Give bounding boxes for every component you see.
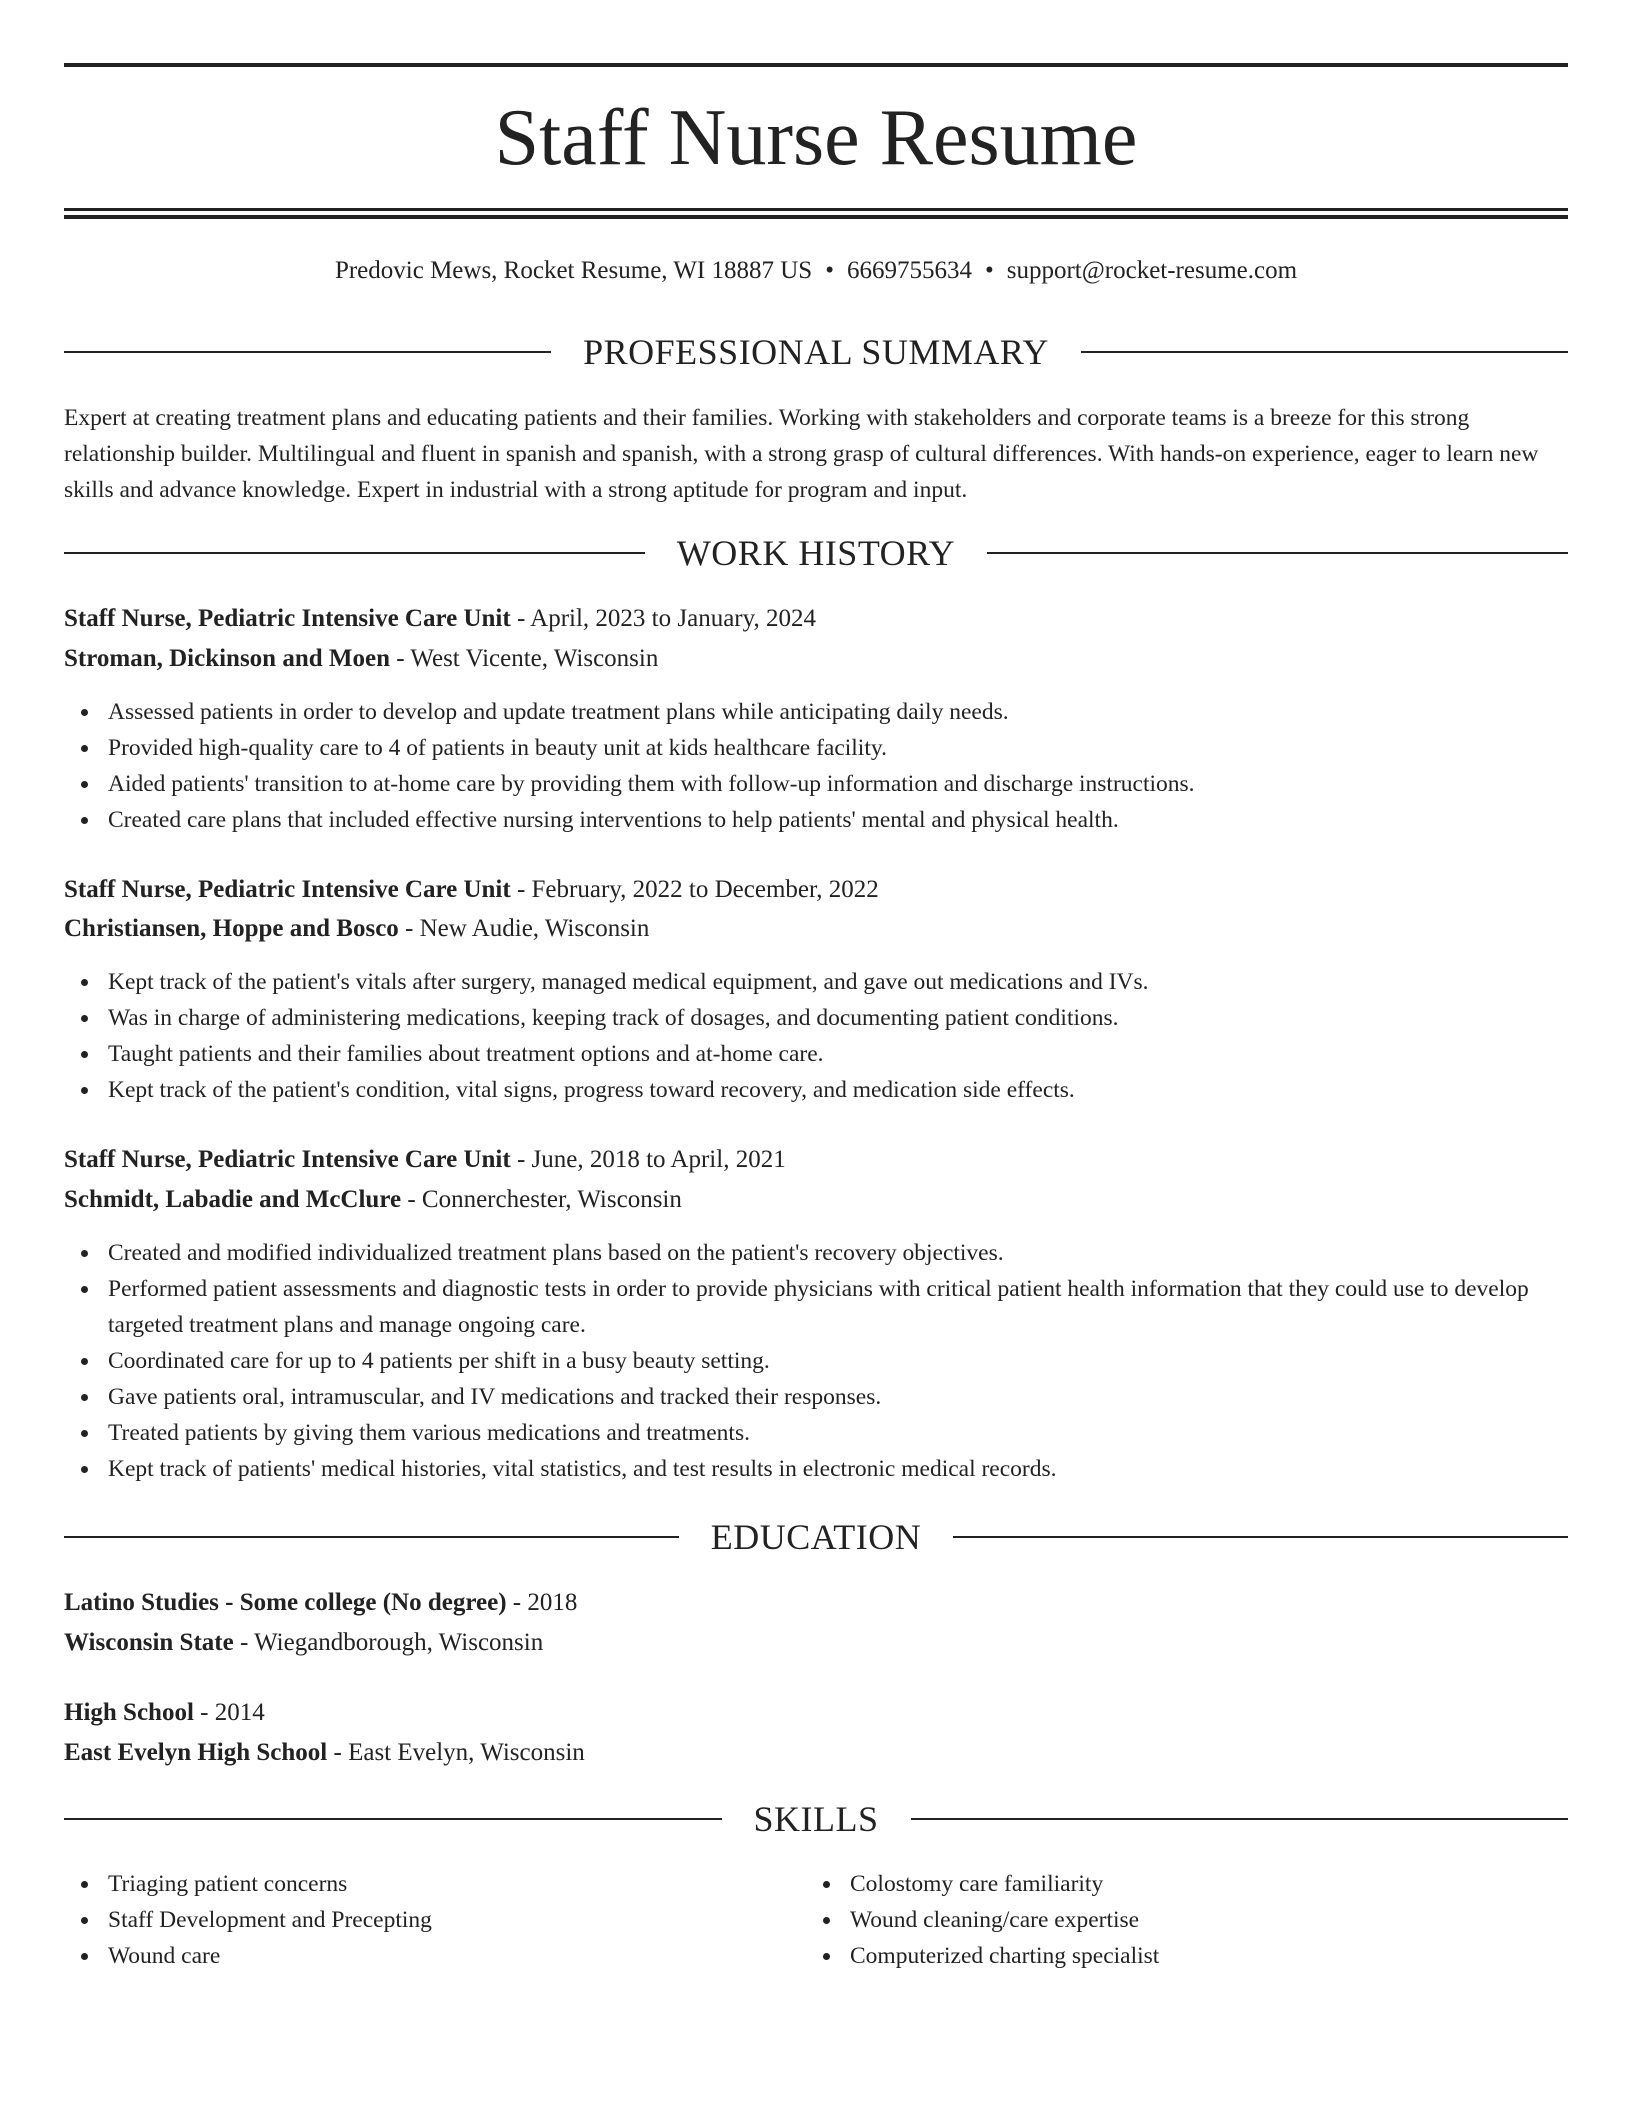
education-location: - Wiegandborough, Wisconsin: [233, 1629, 544, 1656]
education-school: East Evelyn High School: [64, 1739, 328, 1766]
education-school: Wisconsin State: [64, 1629, 234, 1656]
list-item: Aided patients' transition to at-home care by providing them with follow-up information and discharge instructions.: [64, 766, 1568, 802]
list-item: Wound cleaning/care expertise: [806, 1902, 1632, 1938]
job-company-line: [64, 911, 649, 947]
list-item: Triaging patient concerns: [64, 1866, 1568, 1902]
job-title: Staff Nurse, Pediatric Intensive Care Unit: [64, 1146, 511, 1173]
contact-phone: 6669755634: [846, 257, 972, 284]
education-degree-line: [64, 1695, 265, 1731]
resume-title: Staff Nurse Resume: [494, 94, 1138, 182]
job-location: - West Vicente, Wisconsin: [390, 645, 659, 672]
job-dates: - April, 2023 to January, 2024: [510, 605, 816, 632]
section-rule: [1081, 351, 1568, 353]
summary-text: Expert at creating treatment plans and educating patients and their families. Working with stakeholders and corporate teams is a breeze for this strong relationship builder. Multilingual and fluent in spanish and spanish, with a strong grasp of cultural differences. With hands-on experience, eager to learn new skills and advance knowledge. Expert in industrial with a strong aptitude for program and input.: [64, 405, 1539, 503]
list-item: Created care plans that included effective nursing interventions to help patients' mental and physical health.: [64, 802, 1568, 838]
section-rule: [64, 1818, 722, 1820]
job-bullets: [64, 1235, 1568, 1487]
job-company: Stroman, Dickinson and Moen: [64, 645, 390, 672]
list-item: Performed patient assessments and diagnostic tests in order to provide physicians with critical patient health information that they could use to develop targeted treatment plans and manage ongoing care.: [64, 1271, 1568, 1343]
list-item: Kept track of patients' medical histories, vital statistics, and test results in electronic medical records.: [64, 1451, 1568, 1487]
section-rule: [64, 552, 645, 554]
education-location: - East Evelyn, Wisconsin: [327, 1739, 585, 1766]
title-rule-lower: [64, 215, 1568, 219]
list-item: Was in charge of administering medications, keeping track of dosages, and documenting patient conditions.: [64, 1000, 1568, 1036]
list-item: Assessed patients in order to develop and update treatment plans while anticipating daily needs.: [64, 694, 1568, 730]
list-item: Provided high-quality care to 4 of patients in beauty unit at kids healthcare facility.: [64, 730, 1568, 766]
section-rule: [987, 552, 1568, 554]
job-bullets: [64, 694, 1568, 838]
job-company-line: [64, 1182, 682, 1218]
education-year: - 2018: [506, 1589, 578, 1616]
job-company-line: [64, 641, 658, 677]
job-company: Schmidt, Labadie and McClure: [64, 1186, 402, 1213]
job-title: Staff Nurse, Pediatric Intensive Care Unit: [64, 876, 511, 903]
job-dates: - June, 2018 to April, 2021: [510, 1146, 786, 1173]
section-title: WORK HISTORY: [676, 533, 956, 573]
section-title: PROFESSIONAL SUMMARY: [583, 332, 1049, 372]
education-degree: Latino Studies - Some college (No degree): [64, 1589, 507, 1616]
job-company: Christiansen, Hoppe and Bosco: [64, 915, 399, 942]
list-item: Taught patients and their families about treatment options and at-home care.: [64, 1036, 1568, 1072]
job-title-line: [64, 1142, 786, 1178]
skills-list-right: [806, 1866, 1632, 1974]
section-header-summary: [64, 330, 1568, 374]
list-item: Computerized charting specialist: [806, 1938, 1632, 1974]
section-title: SKILLS: [753, 1799, 879, 1839]
title-rule-upper: [64, 208, 1568, 211]
contact-separator: •: [825, 257, 834, 284]
list-item: Kept track of the patient's condition, vital signs, progress toward recovery, and medication side effects.: [64, 1072, 1568, 1108]
contact-email: support@rocket-resume.com: [1006, 257, 1298, 284]
job-title-line: [64, 601, 816, 637]
section-header-skills: [64, 1797, 1568, 1841]
list-item: Treated patients by giving them various medications and treatments.: [64, 1415, 1568, 1451]
list-item: Staff Development and Precepting: [64, 1902, 1568, 1938]
section-header-work: [64, 531, 1568, 575]
section-header-education: [64, 1515, 1568, 1559]
section-rule: [953, 1536, 1568, 1538]
section-rule: [911, 1818, 1569, 1820]
education-degree: High School: [64, 1699, 194, 1726]
job-title: Staff Nurse, Pediatric Intensive Care Unit: [64, 605, 511, 632]
job-location: - New Audie, Wisconsin: [398, 915, 650, 942]
education-degree-line: [64, 1585, 577, 1621]
list-item: Coordinated care for up to 4 patients per shift in a busy beauty setting.: [64, 1343, 1568, 1379]
list-item: Wound care: [64, 1938, 1568, 1974]
contact-address: Predovic Mews, Rocket Resume, WI 18887 US: [334, 257, 813, 284]
contact-separator: •: [984, 257, 994, 284]
education-school-line: [64, 1625, 543, 1661]
list-item: Gave patients oral, intramuscular, and IV medications and tracked their responses.: [64, 1379, 1568, 1415]
section-rule: [64, 351, 551, 353]
contact-line: [64, 253, 1568, 289]
list-item: Created and modified individualized treatment plans based on the patient's recovery objectives.: [64, 1235, 1568, 1271]
section-title: EDUCATION: [710, 1517, 922, 1557]
job-dates: - February, 2022 to December, 2022: [510, 876, 879, 903]
job-title-line: [64, 872, 879, 908]
list-item: Kept track of the patient's vitals after surgery, managed medical equipment, and gave out medications and IVs.: [64, 964, 1568, 1000]
list-item: Colostomy care familiarity: [806, 1866, 1632, 1902]
section-rule: [64, 1536, 679, 1538]
education-year: - 2014: [193, 1699, 265, 1726]
education-school-line: [64, 1735, 585, 1771]
job-location: - Connerchester, Wisconsin: [401, 1186, 682, 1213]
top-rule: [64, 63, 1568, 67]
job-bullets: [64, 964, 1568, 1108]
